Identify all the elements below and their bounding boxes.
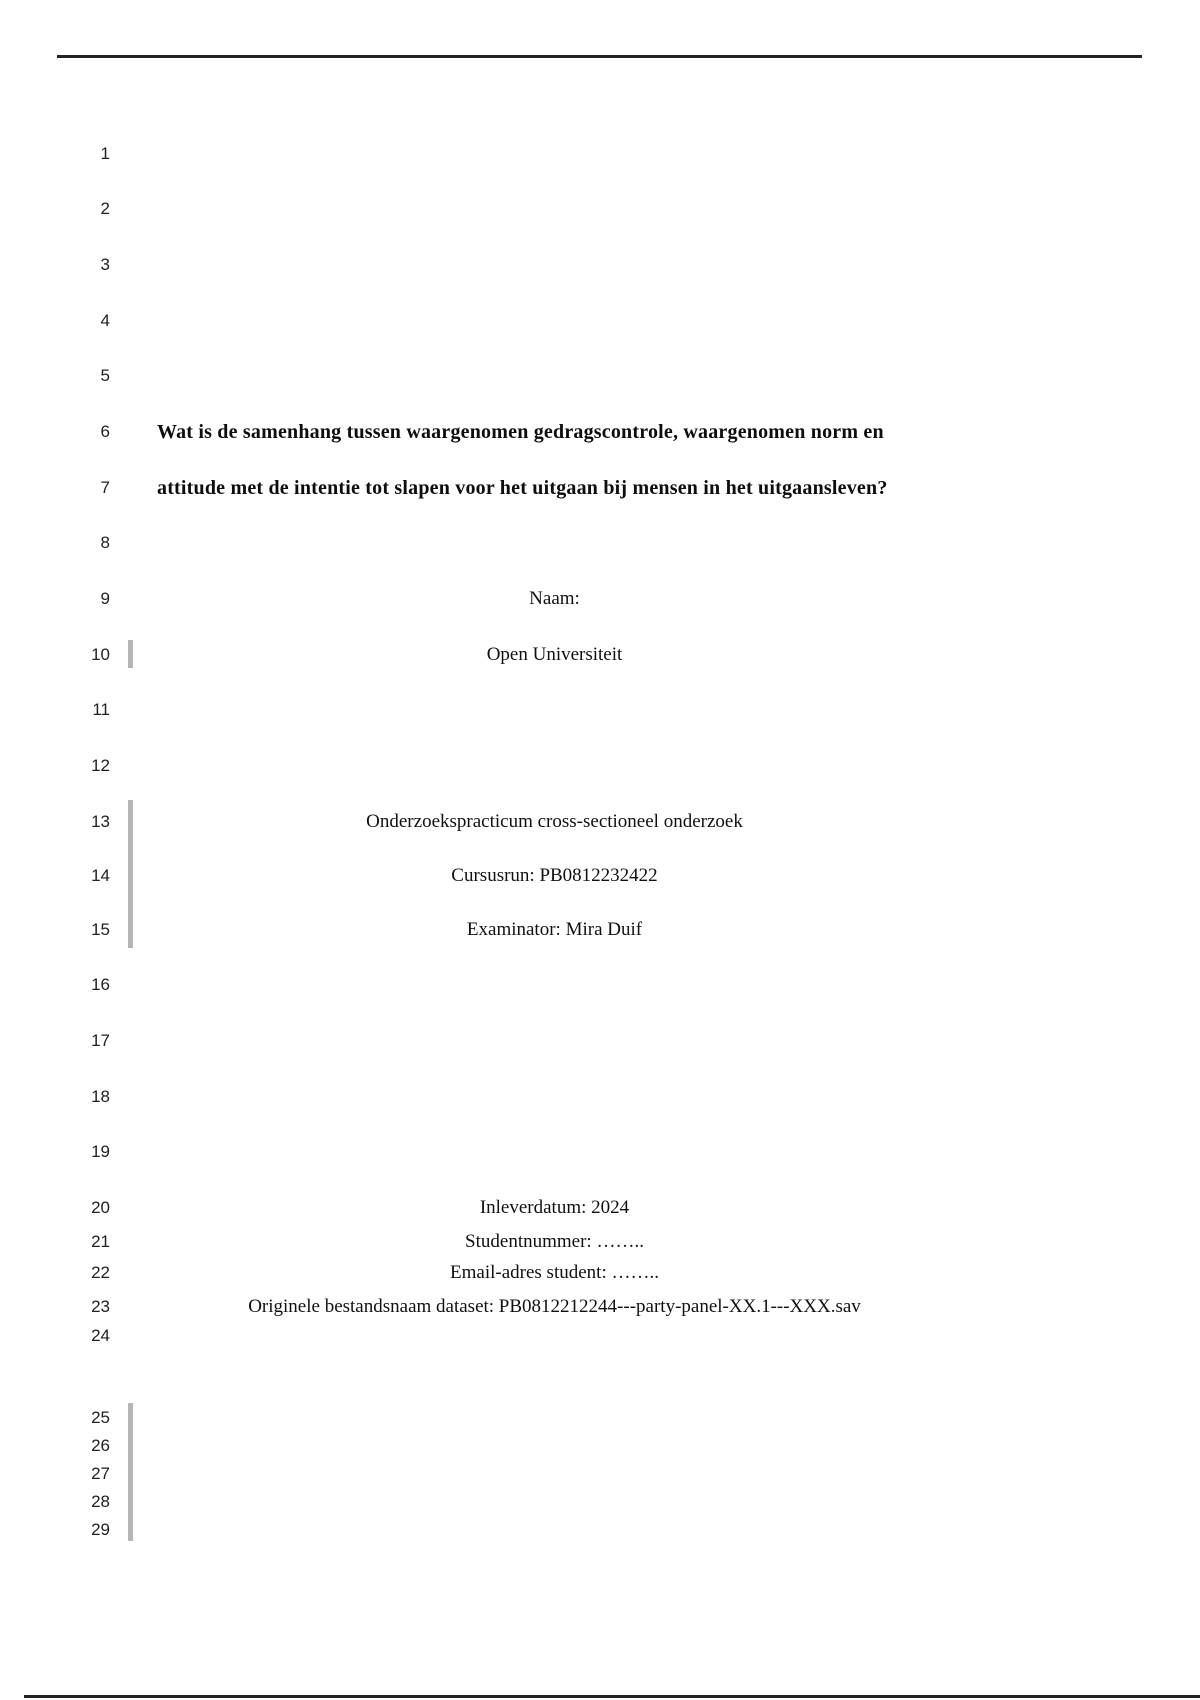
bottom-rule xyxy=(24,1695,1200,1698)
doc-line xyxy=(0,808,1200,836)
student-email: Email-adres student: …….. xyxy=(450,1262,659,1283)
line-number: 28 xyxy=(91,1492,110,1511)
doc-line xyxy=(0,1488,1200,1516)
research-question-line-2: attitude met de intentie tot slapen voor het uitgaan bij mensen in het uitgaansleven? xyxy=(157,477,888,499)
line-number: 21 xyxy=(91,1232,110,1251)
doc-line xyxy=(0,1228,1200,1256)
line-number: 12 xyxy=(91,756,110,775)
line-number: 19 xyxy=(91,1142,110,1161)
line-number: 20 xyxy=(91,1198,110,1217)
doc-line xyxy=(0,307,1200,335)
doc-line xyxy=(0,1083,1200,1111)
dataset-filename: Originele bestandsnaam dataset: PB0812212244---party-panel-XX.1---XXX.sav xyxy=(248,1296,861,1317)
doc-line xyxy=(0,1516,1200,1544)
doc-line xyxy=(0,862,1200,890)
line-number: 9 xyxy=(100,589,110,608)
line-number: 5 xyxy=(100,366,110,385)
research-question-line-1: Wat is de samenhang tussen waargenomen gedragscontrole, waargenomen norm en xyxy=(157,421,884,443)
top-rule xyxy=(57,55,1142,58)
course-run: Cursusrun: PB0812232422 xyxy=(451,865,658,886)
doc-line xyxy=(0,1460,1200,1488)
doc-line xyxy=(0,140,1200,168)
student-number: Studentnummer: …….. xyxy=(465,1231,644,1252)
doc-line xyxy=(0,1194,1200,1222)
examiner-name: Examinator: Mira Duif xyxy=(466,919,643,940)
doc-line xyxy=(0,474,1200,502)
doc-line xyxy=(0,1293,1200,1321)
doc-line xyxy=(0,1027,1200,1055)
line-number: 17 xyxy=(91,1031,110,1050)
doc-line xyxy=(0,641,1200,669)
line-number: 6 xyxy=(100,422,110,441)
line-number: 11 xyxy=(92,700,110,719)
doc-line xyxy=(0,1432,1200,1460)
doc-line xyxy=(0,362,1200,390)
doc-line xyxy=(0,585,1200,613)
doc-line xyxy=(0,1138,1200,1166)
line-number: 2 xyxy=(100,199,110,218)
doc-line xyxy=(0,251,1200,279)
line-number: 18 xyxy=(91,1087,110,1106)
submission-date: Inleverdatum: 2024 xyxy=(479,1197,630,1218)
line-number: 13 xyxy=(91,812,110,831)
line-number: 8 xyxy=(100,533,110,552)
doc-line xyxy=(0,195,1200,223)
line-number: 29 xyxy=(91,1520,110,1539)
doc-line xyxy=(0,1259,1200,1287)
doc-line xyxy=(0,752,1200,780)
doc-line xyxy=(0,1322,1200,1350)
doc-line xyxy=(0,971,1200,999)
line-number: 14 xyxy=(91,866,110,885)
doc-line xyxy=(0,418,1200,446)
name-label: Naam: xyxy=(529,588,580,609)
line-number: 15 xyxy=(91,920,110,939)
institution-name: Open Universiteit xyxy=(486,644,623,665)
doc-line xyxy=(0,916,1200,944)
line-number: 10 xyxy=(91,645,110,664)
doc-line xyxy=(0,1404,1200,1432)
line-number: 23 xyxy=(91,1297,110,1316)
line-number: 4 xyxy=(100,311,110,330)
doc-line xyxy=(0,696,1200,724)
line-number: 26 xyxy=(91,1436,110,1455)
line-number: 22 xyxy=(91,1263,110,1282)
line-number: 7 xyxy=(100,478,110,497)
course-name: Onderzoekspracticum cross-sectioneel onderzoek xyxy=(366,811,743,832)
line-number: 16 xyxy=(91,975,110,994)
line-number: 24 xyxy=(91,1326,110,1345)
line-number: 27 xyxy=(91,1464,110,1483)
doc-line xyxy=(0,529,1200,557)
line-number: 25 xyxy=(91,1408,110,1427)
line-number: 1 xyxy=(100,144,110,163)
line-number: 3 xyxy=(100,255,110,274)
